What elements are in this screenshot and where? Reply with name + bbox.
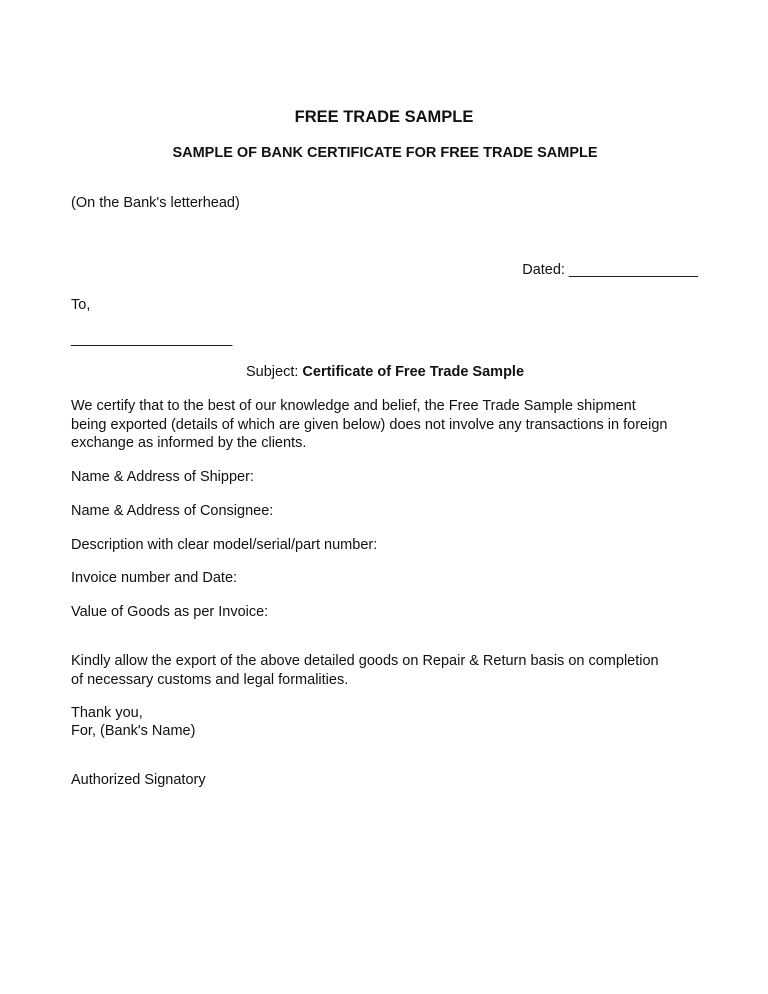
document-subtitle: SAMPLE OF BANK CERTIFICATE FOR FREE TRADE SAMPLE — [172, 145, 598, 161]
field-consignee: Name & Address of Consignee: — [71, 503, 274, 519]
subject-label: Subject: — [245, 364, 303, 380]
field-shipper: Name & Address of Shipper: — [71, 469, 254, 485]
request-line: of necessary customs and legal formalities. — [71, 671, 349, 688]
field-value: Value of Goods as per Invoice: — [71, 604, 269, 620]
request-paragraph — [71, 652, 711, 689]
field-invoice: Invoice number and Date: — [71, 570, 238, 586]
subject-line — [0, 363, 768, 381]
letterhead-note: (On the Bank's letterhead) — [71, 195, 240, 211]
subject-text: Certificate of Free Trade Sample — [302, 364, 525, 380]
for-bank-text: For, (Bank's Name) — [71, 723, 196, 739]
authorized-signatory: Authorized Signatory — [71, 772, 206, 788]
request-line: Kindly allow the export of the above detailed goods on Repair & Return basis on completion — [71, 653, 659, 669]
certification-line: exchange as informed by the clients. — [71, 435, 307, 451]
field-description: Description with clear model/serial/part number: — [71, 537, 378, 553]
certification-paragraph — [71, 397, 711, 453]
document-title: FREE TRADE SAMPLE — [294, 108, 474, 126]
recipient-blank: ____________________ — [71, 331, 233, 347]
dated-line: Dated: ________________ — [522, 262, 698, 278]
certification-line: We certify that to the best of our knowledge and belief, the Free Trade Sample shipment — [71, 398, 636, 414]
thanks-text: Thank you, — [71, 705, 143, 721]
to-label: To, — [71, 297, 91, 313]
certification-line: being exported (details of which are given below) does not involve any transactions in foreign — [71, 416, 668, 433]
